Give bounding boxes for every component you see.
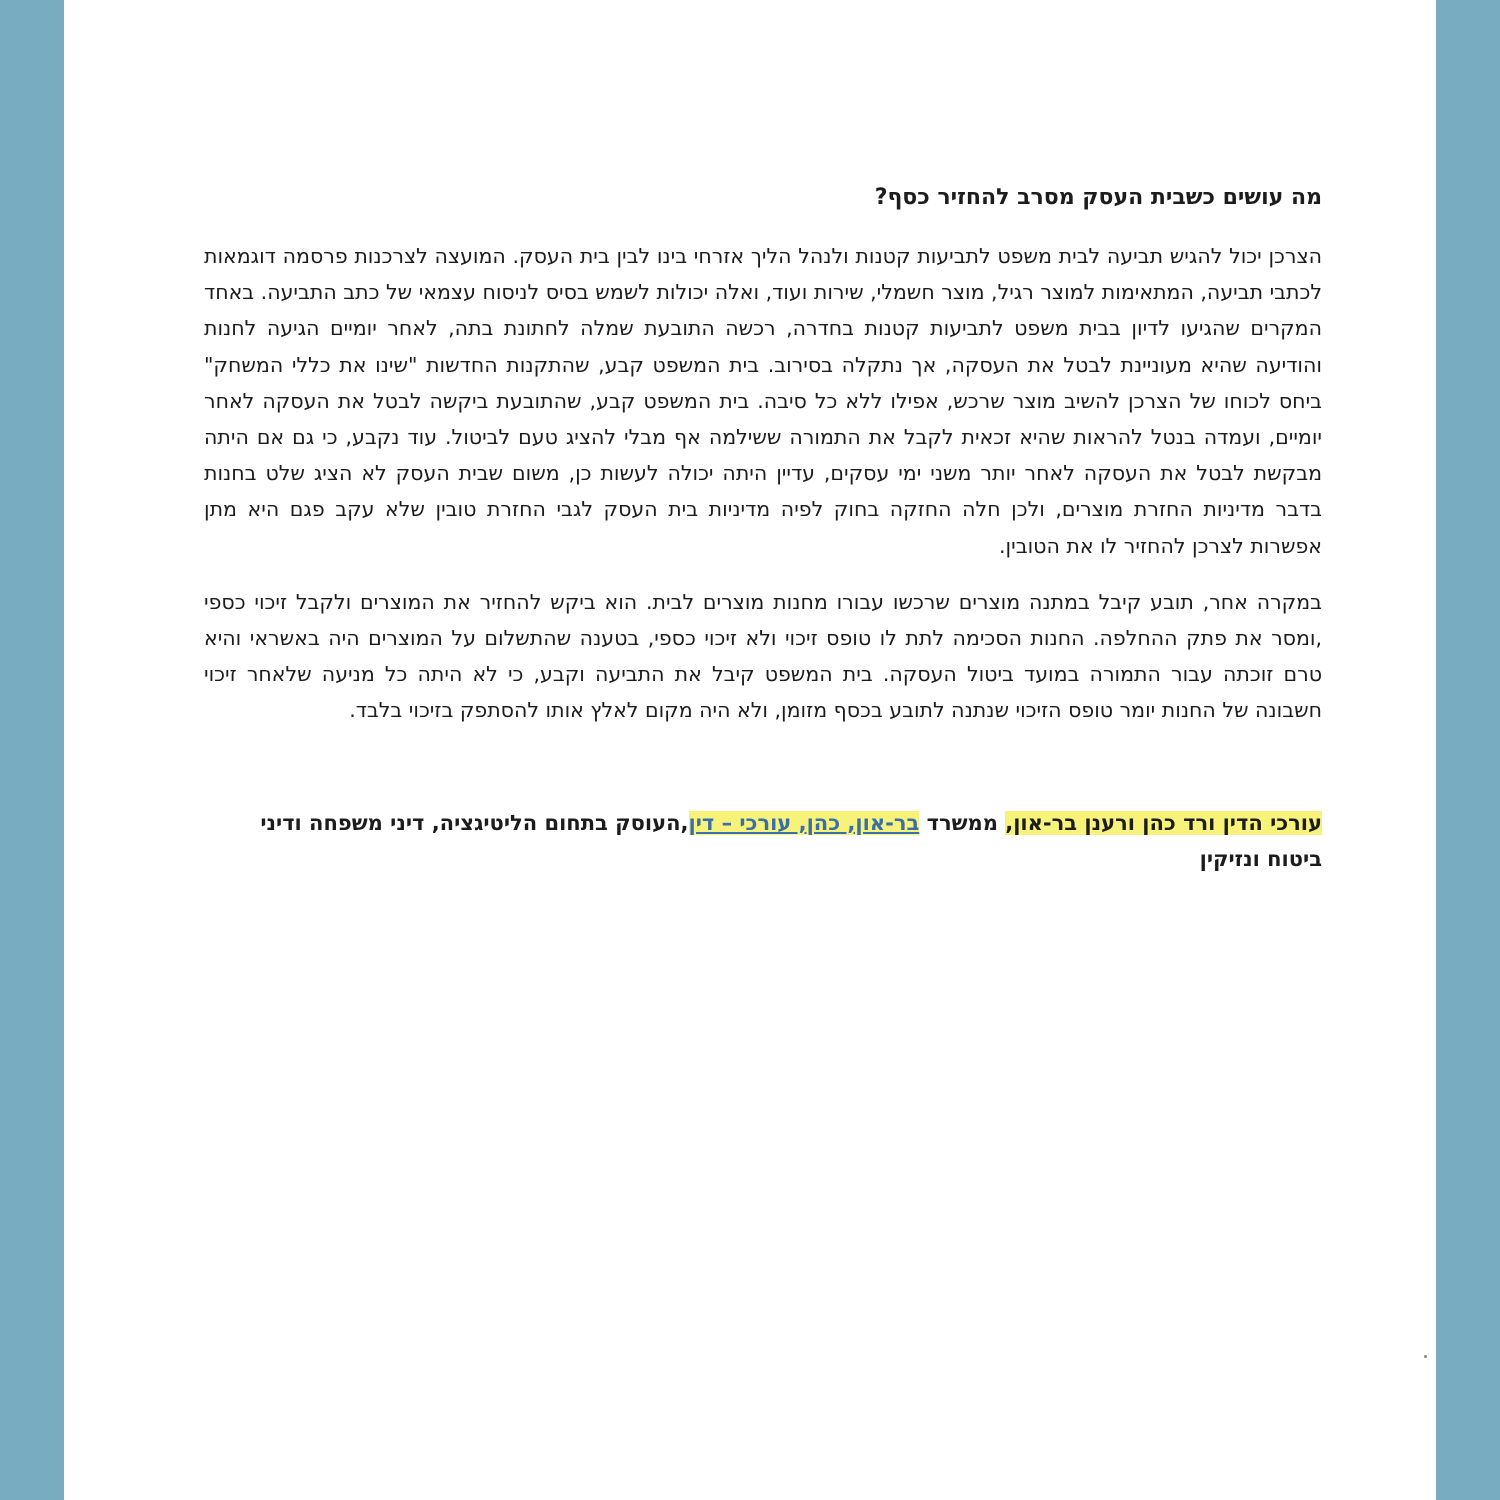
article-paragraph-2: במקרה אחר, תובע קיבל במתנה מוצרים שרכשו עבורו מחנות מוצרים לבית. הוא ביקש להחזיר את המוצרים ולקבל זיכוי כספי ,ומסר את פתק ההחלפה. החנות הסכימה לתת לו טופס זיכוי ולא זיכוי כספי, בטענה שהתשלום על המוצרים היה באשראי והיא טרם זוכתה עבור התמורה במועד ביטול העסקה. בית המשפט קיבל את התביעה וקבע, כי לא היתה כל מניעה שלאחר זיכוי חשבונה של החנות יומר טופס הזיכוי שנתנה לתובע בכסף מזומן, ולא היה מקום לאלץ אותו להסתפק בזיכוי בלבד.	[204, 589, 1322, 723]
from-office-text: ממשרד	[926, 810, 998, 835]
article-heading: מה עושים כשבית העסק מסרב להחזיר כסף?	[874, 185, 1322, 210]
law-firm-link[interactable]: בר-און, כהן, עורכי – דין	[688, 810, 920, 835]
document-page	[64, 0, 1436, 1500]
practice-areas: ,העוסק בתחום הליטיגציה, דיני משפחה ודיני ביטוח ונזיקין	[260, 810, 1322, 871]
scan-speck	[1424, 1355, 1427, 1358]
article-paragraph-1: הצרכן יכול להגיש תביעה לבית משפט לתביעות קטנות ולנהל הליך אזרחי בינו לבין בית העסק. המועצה לצרכנות פרסמה דוגמאות לכתבי תביעה, המתאימות למוצר רגיל, מוצר חשמלי, שירות ועוד, ואלה יכולות לשמש בסיס לניסוח עצמאי של כתב התביעה. באחד המקרים שהגיעו לדיון בבית משפט לתביעות קטנות בחדרה, רכשה התובעת שמלה לחתונת בתה, לאחר יומיים הגיעה לחנות והודיעה שהיא מעוניינת לבטל את העסקה, אך נתקלה בסירוב. בית המשפט קבע, שהתקנות החדשות "שינו את כללי המשחק" ביחס לכוחו של הצרכן להשיב מוצר שרכש, אפילו ללא כל סיבה. בית המשפט קבע, שהתובעת ביקשה לבטל את העסקה לאחר יומיים, ועמדה בנטל להראות שהיא זכאית לקבל את התמורה ששילמה אף מבלי להציג טעם לביטול. עוד נקבע, כי גם אם היתה מבקשת לבטל את העסקה לאחר יותר משני ימי עסקים, עדיין היתה יכולה לעשות כן, משום שבית העסק לא הציג שלט בחנות בדבר מדיניות החזרת מוצרים, ולכן חלה החזקה בחוק לפיה מדיניות בית העסק לגבי החזרת טובין שלא עקב פגם היא מתן אפשרות לצרכן להחזיר לו את הטובין.	[204, 244, 1322, 558]
article	[204, 178, 1322, 877]
author-names: עורכי הדין ורד כהן ורענן בר-און,	[1005, 810, 1322, 835]
author-credit	[204, 805, 1322, 877]
